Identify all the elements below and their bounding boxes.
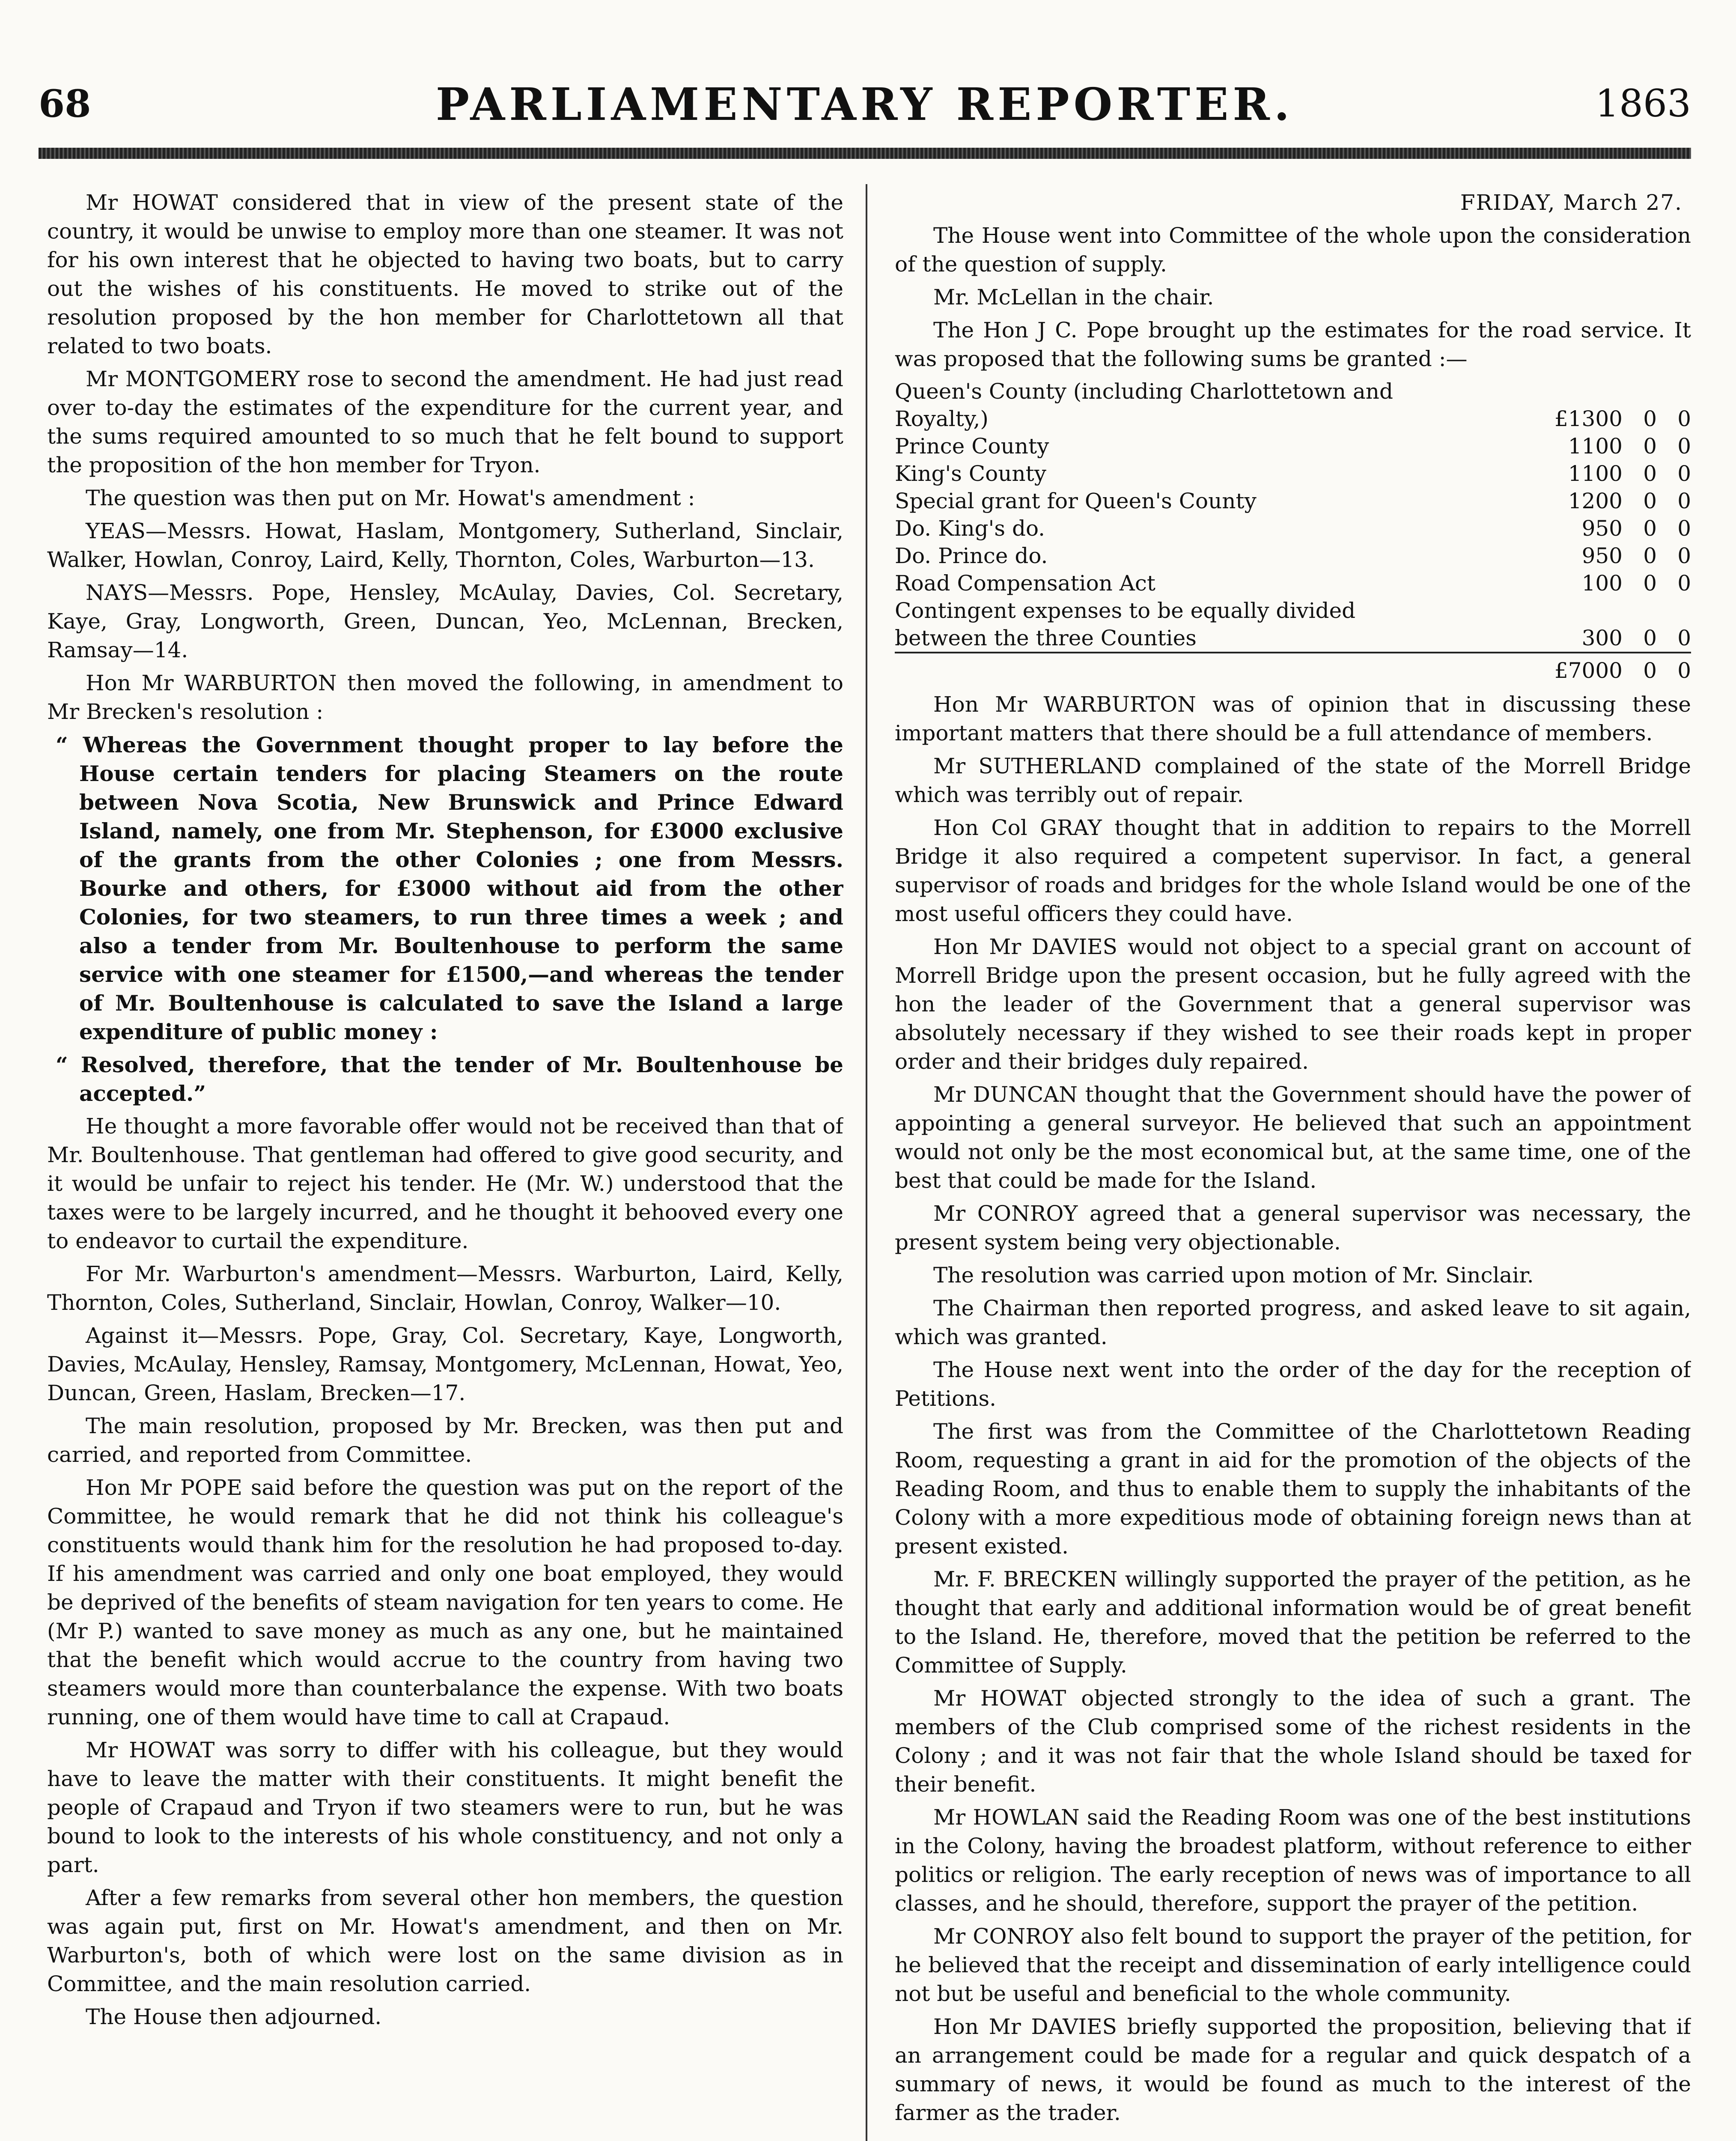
paragraph: He thought a more favorable offer would not be received than that of Mr. Boultenhouse. That gentleman had offered to give good security, and it would be unfair to reject his tender. He (Mr. W.) understood that the taxes were to be largely incurred, and he thought it behooved every one to endeavor to curtail the expenditure.	[47, 1114, 843, 1253]
estimate-shillings: 0	[1643, 571, 1657, 596]
table-row	[895, 624, 1691, 653]
paragraph: Hon Mr WARBURTON then moved the following, in amendment to Mr Brecken's resolution :	[47, 671, 843, 724]
vote-yeas: YEAS—Messrs. Howat, Haslam, Montgomery, Sutherland, Sinclair, Walker, Howlan, Conroy, Laird, Kelly, Thornton, Coles, Warburton—13.	[47, 519, 843, 572]
table-row	[895, 378, 1691, 405]
total-label-spacer	[895, 653, 1528, 684]
estimate-shillings	[1623, 597, 1657, 624]
paragraph: The question was then put on Mr. Howat's amendment :	[86, 486, 695, 510]
vote-against: Against it—Messrs. Pope, Gray, Col. Secretary, Kaye, Longworth, Davies, McAulay, Hensley, Ramsay, Montgomery, McLennan, Howat, Yeo, Duncan, Green, Haslam, Brecken—17.	[47, 1323, 843, 1405]
paragraph: Mr HOWLAN said the Reading Room was one of the best institutions in the Colony, having the broadest platform, without reference to either politics or religion. The early reception of news was of importance to all classes, and he should, therefore, support the prayer of the petition.	[895, 1805, 1691, 1916]
estimate-label: King's County	[895, 461, 1046, 486]
estimate-amount	[1528, 597, 1623, 624]
paragraph: The Hon J C. Pope brought up the estimates for the road service. It was proposed that the following sums be granted :—	[895, 318, 1691, 371]
header-rule	[39, 148, 1691, 159]
estimate-amount: 950	[1581, 516, 1623, 541]
paragraph: Mr HOWAT considered that in view of the present state of the country, it would be unwise to employ more than one steamer. It was not for his own interest that he objected to having two boats, but to carry out the wishes of his constituents. He moved to strike out of the resolution proposed by the hon member for Charlottetown all that related to two boats.	[47, 190, 843, 358]
paragraph: The House went into Committee of the whole upon the consideration of the question of supply.	[895, 223, 1691, 277]
table-row	[895, 515, 1691, 542]
quoted-resolution: “ Whereas the Government thought proper to lay before the House certain tenders for placing Steamers on the route between Nova Scotia, New Brunswick and Prince Edward Island, namely, one from Mr. Stephenson, for £3000 exclusive of the grants from the other Colonies ; one from Messrs. Bourke and others, for £3000 without aid from the other Colonies, for two steamers, to run three times a week ; and also a tender from Mr. Boultenhouse to perform the same service with one steamer for £1500,—and whereas the tender of Mr. Boultenhouse is calculated to save the Island a large expenditure of public money :	[56, 732, 843, 1044]
table-row	[895, 570, 1691, 597]
paragraph: The main resolution, proposed by Mr. Brecken, was then put and carried, and reported from Committee.	[47, 1413, 843, 1467]
estimate-pence: 0	[1677, 461, 1691, 486]
paragraph: Mr DUNCAN thought that the Government should have the power of appointing a general surveyor. He believed that such an appointment would not only be the most economical but, at the same time, one of the best that could be made for the Island.	[895, 1082, 1691, 1193]
estimate-pence: 0	[1677, 516, 1691, 541]
quoted-resolution: “ Resolved, therefore, that the tender of Mr. Boultenhouse be accepted.”	[56, 1052, 843, 1106]
estimate-label: Do. King's do.	[895, 516, 1045, 541]
paragraph: Mr MONTGOMERY rose to second the amendment. He had just read over to-day the estimates of the expenditure for the current year, and the sums required amounted to so much that he felt bound to support the proposition of the hon member for Tryon.	[47, 367, 843, 477]
publication-year: 1863	[1595, 81, 1691, 125]
vote-for: For Mr. Warburton's amendment—Messrs. Warburton, Laird, Kelly, Thornton, Coles, Sutherland, Sinclair, Howlan, Conroy, Walker—10.	[47, 1261, 843, 1315]
paragraph: Mr CONROY agreed that a general supervisor was necessary, the present system being very objectionable.	[895, 1201, 1691, 1255]
estimate-shillings	[1623, 378, 1657, 405]
estimate-amount: £1300	[1554, 406, 1623, 431]
table-row	[895, 542, 1691, 570]
paragraph: Mr. McLellan in the chair.	[933, 285, 1214, 310]
estimate-label: between the three Counties	[895, 626, 1197, 650]
paragraph: The first was from the Committee of the Charlottetown Reading Room, requesting a grant in aid for the promotion of the objects of the Reading Room, and thus to enable them to supply the inhabitants of the Colony with a more expeditious mode of obtaining foreign news than at present existed.	[895, 1419, 1691, 1559]
estimate-shillings: 0	[1643, 406, 1657, 431]
vote-nays: NAYS—Messrs. Pope, Hensley, McAulay, Davies, Col. Secretary, Kaye, Gray, Longworth, Green, Duncan, Yeo, McLennan, Brecken, Ramsay—14.	[47, 580, 843, 662]
estimate-label: Prince County	[895, 434, 1049, 459]
estimate-pence: 0	[1677, 406, 1691, 431]
estimates-table	[895, 378, 1691, 684]
publication-title: PARLIAMENTARY REPORTER.	[435, 78, 1294, 131]
paragraph: Hon Mr DAVIES would not object to a special grant on account of Morrell Bridge upon the present occasion, but he fully agreed with the hon the leader of the Government that a general supervisor was absolutely necessary if they wished to see their roads kept in proper order and their bridges duly repaired.	[895, 934, 1691, 1074]
estimate-shillings: 0	[1643, 543, 1657, 568]
column-divider	[866, 184, 867, 2141]
estimate-shillings: 0	[1643, 489, 1657, 513]
estimate-amount: 300	[1581, 626, 1623, 650]
estimate-pence	[1657, 378, 1691, 405]
estimate-label: Queen's County (including Charlottetown and	[895, 379, 1394, 404]
paragraph: The House then adjourned.	[86, 2004, 382, 2029]
paragraph: Mr HOWAT objected strongly to the idea of such a grant. The members of the Club comprised some of the richest residents in the Colony ; and it was not fair that the whole Island should be taxed for their benefit.	[895, 1686, 1691, 1797]
estimates-total-row	[895, 653, 1691, 684]
paragraph: The Chairman then reported progress, and asked leave to sit again, which was granted.	[895, 1296, 1691, 1349]
right-column	[895, 188, 1691, 2141]
estimate-pence: 0	[1677, 489, 1691, 513]
total-amount: £7000	[1528, 653, 1623, 684]
estimate-label: Royalty,)	[895, 406, 989, 431]
estimate-label: Road Compensation Act	[895, 571, 1155, 596]
table-row	[895, 597, 1691, 624]
estimate-amount	[1528, 378, 1623, 405]
estimate-amount: 100	[1581, 571, 1623, 596]
paragraph: After a few remarks from several other hon members, the question was again put, first on Mr. Howat's amendment, and then on Mr. Warburton's, both of which were lost on the same division as in Committee, and the main resolution carried.	[47, 1885, 843, 1996]
table-row	[895, 487, 1691, 515]
total-pence: 0	[1657, 653, 1691, 684]
page-header	[39, 78, 1691, 141]
estimate-pence: 0	[1677, 543, 1691, 568]
left-column	[47, 188, 843, 2141]
estimate-pence: 0	[1677, 571, 1691, 596]
estimate-amount: 1200	[1568, 489, 1623, 513]
paragraph: Hon Mr POPE said before the question was put on the report of the Committee, he would remark that he did not think his colleague's constituents would thank him for the resolution he had proposed to-day. If his amendment was carried and only one boat employed, they would be deprived of the benefits of steam navigation for ten years to come. He (Mr P.) wanted to save money as much as any one, but he maintained that the benefit which would accrue to the country from having two steamers would more than counterbalance the expense. With two boats running, one of them would have time to call at Crapaud.	[47, 1475, 843, 1729]
paragraph: Mr SUTHERLAND complained of the state of the Morrell Bridge which was terribly out of repair.	[895, 754, 1691, 807]
paragraph: Hon Mr DAVIES briefly supported the proposition, believing that if an arrangement could be made for a regular and quick despatch of a summary of news, it would be found as much to the interest of the farmer as the trader.	[895, 2014, 1691, 2125]
paragraph: Mr. F. BRECKEN willingly supported the prayer of the petition, as he thought that early and additional information would be of great benefit to the Island. He, therefore, moved that the petition be referred to the Committee of Supply.	[895, 1567, 1691, 1678]
estimate-shillings: 0	[1643, 434, 1657, 459]
estimate-amount: 1100	[1568, 434, 1623, 459]
estimate-amount: 1100	[1568, 461, 1623, 486]
table-row	[895, 460, 1691, 487]
table-row	[895, 405, 1691, 432]
estimate-shillings: 0	[1643, 516, 1657, 541]
table-row	[895, 432, 1691, 460]
paragraph: Mr HOWAT was sorry to differ with his colleague, but they would have to leave the matter with their constituents. It might benefit the people of Crapaud and Tryon if two steamers were to run, but he was bound to look to the interests of his whole constituency, and not only a part.	[47, 1738, 843, 1877]
paragraph: Hon Mr WARBURTON was of opinion that in discussing these important matters that there should be a full attendance of members.	[895, 692, 1691, 745]
estimate-shillings: 0	[1643, 461, 1657, 486]
estimate-label: Special grant for Queen's County	[895, 489, 1257, 513]
estimate-amount: 950	[1581, 543, 1623, 568]
estimate-pence	[1657, 597, 1691, 624]
paragraph: Hon Col GRAY thought that in addition to repairs to the Morrell Bridge it also required a competent supervisor. In fact, a general supervisor of roads and bridges for the whole Island would be one of the most useful officers they could have.	[895, 815, 1691, 926]
estimate-shillings: 0	[1643, 626, 1657, 650]
paragraph: The resolution was carried upon motion of Mr. Sinclair.	[933, 1263, 1534, 1288]
estimate-pence: 0	[1677, 626, 1691, 650]
estimate-label: Contingent expenses to be equally divided	[895, 598, 1356, 623]
total-shillings: 0	[1623, 653, 1657, 684]
estimate-pence: 0	[1677, 434, 1691, 459]
paragraph: Mr CONROY also felt bound to support the prayer of the petition, for he believed that the receipt and dissemination of early intelligence could not but be useful and beneficial to the whole community.	[895, 1924, 1691, 2006]
page-number: 68	[39, 81, 91, 126]
paragraph: The House next went into the order of the day for the reception of Petitions.	[895, 1357, 1691, 1411]
session-date: FRIDAY, March 27.	[1460, 190, 1682, 215]
estimate-label: Do. Prince do.	[895, 543, 1048, 568]
